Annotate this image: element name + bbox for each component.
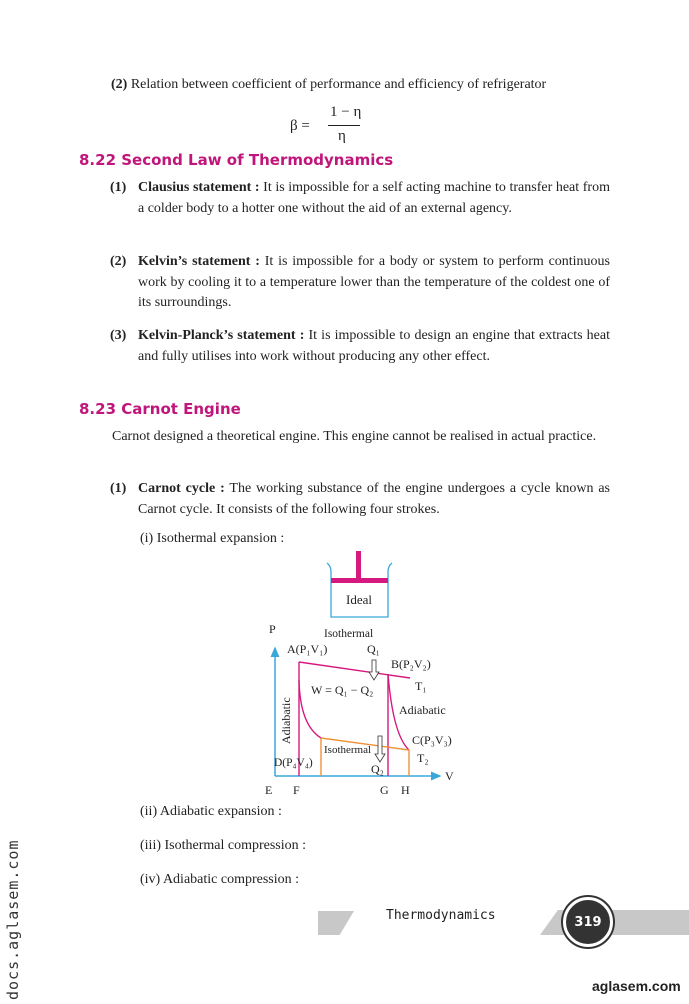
q2-arrow-icon xyxy=(375,736,385,762)
cylinder-label: Ideal xyxy=(346,592,372,607)
page-number: 319 xyxy=(574,914,602,930)
work-label: W = Q₁ − Q₂ xyxy=(311,683,374,697)
intro-paragraph: Carnot designed a theoretical engine. This engine cannot be realised in actual practice. xyxy=(112,429,597,444)
kelvin-statement: Kelvin’s statement : It is impossible for a body or system to perform continuous work by cooling it to a temperature lower than the temperature of the coldest one of its surroundings. xyxy=(138,254,611,310)
h-label: H xyxy=(401,783,410,797)
stroke-item: (iii) Isothermal compression : xyxy=(140,838,307,853)
clausius-statement: Clausius statement : It is impossible for a self acting machine to transfer heat from a colder body to a hotter one without the aid of an external agency. xyxy=(138,180,610,216)
stroke-item: (i) Isothermal expansion : xyxy=(140,531,285,546)
e-label: E xyxy=(265,783,273,797)
site-name: aglasem.com xyxy=(592,978,681,994)
relation-line: (2) Relation between coefficient of performance and efficiency of refrigerator xyxy=(111,77,547,92)
cylinder xyxy=(327,551,392,617)
chapter-name: Thermodynamics xyxy=(386,908,496,923)
section-heading: 8.22 Second Law of Thermodynamics xyxy=(79,151,394,169)
point-d-label: D(P₄V₄) xyxy=(274,757,313,769)
stroke-item: (ii) Adiabatic expansion : xyxy=(140,804,282,819)
point-b-label: B(P₂V₂) xyxy=(391,657,431,671)
adiabatic-right-label: Adiabatic xyxy=(399,703,446,717)
item-num: (2) xyxy=(110,254,127,269)
item-num: (3) xyxy=(110,328,127,343)
isothermal-top-label: Isothermal xyxy=(324,628,374,640)
p-label: P xyxy=(269,622,276,636)
document-page: (2) Relation between coefficient of performance and efficiency of refrigerator β = 1 − η η 8.22 Second Law of Thermodynamics (1) Clausius statement : It is impossible for a self acting machine to transfer heat from a colder body to a hotter one without the aid of an external agency. (2) Kelvin’s statement : It is impossible for a body or system to perform continuous work by cooling it to a temperature lower than the temperature of the coldest one of its surroundings. (3) Kelvin-Planck’s statement : It is impossible to design an engine that extracts heat and fully utilises into work without producing any other effect. 8.23 Carnot Engine Carnot designed a theoretical engine. This engine cannot be realised in actual practice. (1) Carnot cycle : The working substance of the engine undergoes a cycle known as Carnot cycle. It consists of the following four strokes. (i) Isothermal expansion : Ideal P V Isothermal A(P₁V₁) Q₁ B(P₂V₂) T₁ W = Q₁ − Q₂ Adiabatic C(P₃V₃) T₂ Adiabatic D(P₄V₄) Isothermal Q₂ E F G H (ii) Adiabatic expansion : (iii) Isothermal compression : (iv) Adiabatic compression : Thermodynamics 319 aglasem.com docs.aglasem.com xyxy=(0,0,689,1004)
stroke-item: (iv) Adiabatic compression : xyxy=(140,872,300,887)
adiabatic-left-label: Adiabatic xyxy=(279,697,293,744)
side-url: docs.aglasem.com xyxy=(4,839,22,1000)
page-number-badge xyxy=(563,897,613,947)
point-a-label: A(P₁V₁) xyxy=(287,642,328,656)
q2-label: Q₂ xyxy=(371,762,384,776)
carnot-cycle: Carnot cycle : The working substance of the engine undergoes a cycle known as Carnot cycle. It consists of the following four strokes. xyxy=(138,481,611,517)
point-c-label: C(P₃V₃) xyxy=(412,733,452,747)
g-label: G xyxy=(380,783,389,797)
section-heading: 8.23 Carnot Engine xyxy=(79,400,241,418)
item-num: (1) xyxy=(110,180,127,195)
t1-label: T₁ xyxy=(415,679,427,693)
t2-label: T₂ xyxy=(417,751,429,765)
kelvin-planck-statement: Kelvin-Planck’s statement : It is impossible to design an engine that extracts heat and fully utilises into work without producing any other effect. xyxy=(138,328,610,364)
q1-label: Q₁ xyxy=(367,642,380,656)
isothermal-bottom-label: Isothermal xyxy=(324,744,372,756)
v-label: V xyxy=(445,769,454,783)
f-label: F xyxy=(293,783,300,797)
q1-arrow-icon xyxy=(369,660,379,680)
item-num: (1) xyxy=(110,481,127,496)
